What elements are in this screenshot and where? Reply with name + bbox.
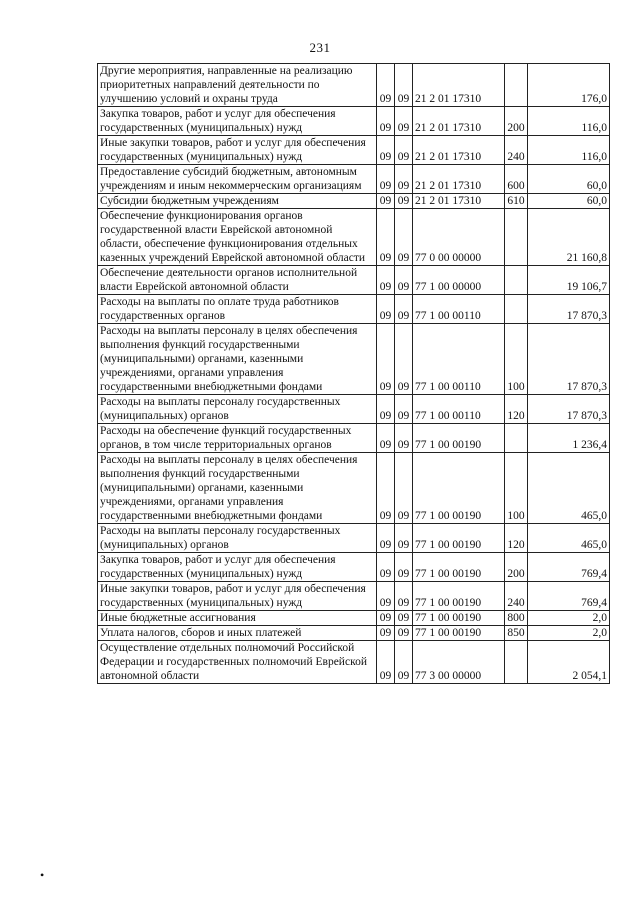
row-name-cell: Расходы на выплаты персоналу в целях обеспечения выполнения функций государственными (муниципальными) органами, казенными учреждениями, органами управления государственными внебюджетными фондами [98,453,377,524]
row-subsection-cell: 09 [395,582,413,611]
row-expense-type-cell [505,266,528,295]
row-sum-cell: 465,0 [528,524,610,553]
row-name-cell: Закупка товаров, работ и услуг для обеспечения государственных (муниципальных) нужд [98,107,377,136]
row-section-cell: 09 [377,553,395,582]
row-name-cell: Расходы на выплаты персоналу государственных (муниципальных) органов [98,395,377,424]
row-sum-cell: 60,0 [528,165,610,194]
row-expense-type-cell: 200 [505,553,528,582]
row-target-article-cell: 77 1 00 00190 [413,553,505,582]
row-target-article-cell: 21 2 01 17310 [413,165,505,194]
row-name-cell: Расходы на выплаты персоналу государственных (муниципальных) органов [98,524,377,553]
stray-mark-icon: • [40,868,45,882]
row-subsection-cell: 09 [395,524,413,553]
table-row [98,324,610,395]
table-row [98,641,610,684]
table-row [98,209,610,266]
row-target-article-cell: 77 1 00 00000 [413,266,505,295]
row-expense-type-cell [505,641,528,684]
row-sum-cell: 116,0 [528,136,610,165]
table-row [98,453,610,524]
row-section-cell: 09 [377,641,395,684]
budget-table [97,63,610,684]
row-sum-cell: 769,4 [528,553,610,582]
table-row [98,553,610,582]
row-section-cell: 09 [377,295,395,324]
table-row [98,424,610,453]
row-section-cell: 09 [377,453,395,524]
row-expense-type-cell [505,424,528,453]
row-section-cell: 09 [377,582,395,611]
row-sum-cell: 116,0 [528,107,610,136]
row-section-cell: 09 [377,165,395,194]
row-subsection-cell: 09 [395,107,413,136]
row-expense-type-cell [505,295,528,324]
row-expense-type-cell: 610 [505,194,528,209]
row-sum-cell: 769,4 [528,582,610,611]
row-section-cell: 09 [377,611,395,626]
row-subsection-cell: 09 [395,553,413,582]
row-sum-cell: 2,0 [528,611,610,626]
row-target-article-cell: 77 0 00 00000 [413,209,505,266]
table-row [98,611,610,626]
row-expense-type-cell: 100 [505,324,528,395]
row-subsection-cell: 09 [395,64,413,107]
row-sum-cell: 17 870,3 [528,324,610,395]
row-sum-cell: 17 870,3 [528,295,610,324]
row-expense-type-cell: 200 [505,107,528,136]
row-target-article-cell: 77 1 00 00190 [413,524,505,553]
table-row [98,136,610,165]
row-subsection-cell: 09 [395,266,413,295]
row-section-cell: 09 [377,64,395,107]
table-row [98,395,610,424]
row-sum-cell: 2,0 [528,626,610,641]
row-target-article-cell: 77 1 00 00110 [413,324,505,395]
row-subsection-cell: 09 [395,295,413,324]
row-target-article-cell: 77 1 00 00190 [413,611,505,626]
row-expense-type-cell: 240 [505,582,528,611]
table-row [98,107,610,136]
row-sum-cell: 1 236,4 [528,424,610,453]
table-row [98,626,610,641]
row-subsection-cell: 09 [395,194,413,209]
row-name-cell: Расходы на обеспечение функций государственных органов, в том числе территориальных органов [98,424,377,453]
row-section-cell: 09 [377,107,395,136]
row-expense-type-cell: 120 [505,395,528,424]
row-subsection-cell: 09 [395,611,413,626]
row-section-cell: 09 [377,266,395,295]
row-section-cell: 09 [377,209,395,266]
table-row [98,165,610,194]
row-section-cell: 09 [377,424,395,453]
row-subsection-cell: 09 [395,641,413,684]
table-row [98,582,610,611]
row-expense-type-cell: 100 [505,453,528,524]
row-subsection-cell: 09 [395,136,413,165]
row-sum-cell: 176,0 [528,64,610,107]
row-target-article-cell: 21 2 01 17310 [413,64,505,107]
row-target-article-cell: 21 2 01 17310 [413,136,505,165]
row-expense-type-cell: 800 [505,611,528,626]
row-subsection-cell: 09 [395,395,413,424]
row-section-cell: 09 [377,194,395,209]
table-row [98,64,610,107]
row-target-article-cell: 77 3 00 00000 [413,641,505,684]
table-row [98,194,610,209]
row-target-article-cell: 21 2 01 17310 [413,194,505,209]
row-name-cell: Другие мероприятия, направленные на реализацию приоритетных направлений деятельности по улучшению условий и охраны труда [98,64,377,107]
row-name-cell: Осуществление отдельных полномочий Российской Федерации и государственных полномочий Еврейской автономной области [98,641,377,684]
row-section-cell: 09 [377,524,395,553]
row-name-cell: Уплата налогов, сборов и иных платежей [98,626,377,641]
row-sum-cell: 465,0 [528,453,610,524]
row-subsection-cell: 09 [395,165,413,194]
row-subsection-cell: 09 [395,453,413,524]
table-row [98,524,610,553]
row-sum-cell: 17 870,3 [528,395,610,424]
row-target-article-cell: 77 1 00 00190 [413,424,505,453]
row-name-cell: Обеспечение функционирования органов государственной власти Еврейской автономной области, обеспечение функционирования отдельных казенных учреждений Еврейской автономной области [98,209,377,266]
row-section-cell: 09 [377,136,395,165]
row-subsection-cell: 09 [395,424,413,453]
row-subsection-cell: 09 [395,626,413,641]
row-name-cell: Расходы на выплаты персоналу в целях обеспечения выполнения функций государственными (муниципальными) органами, казенными учреждениями, органами управления государственными внебюджетными фондами [98,324,377,395]
row-target-article-cell: 77 1 00 00190 [413,453,505,524]
row-section-cell: 09 [377,324,395,395]
row-name-cell: Иные закупки товаров, работ и услуг для обеспечения государственных (муниципальных) нужд [98,136,377,165]
row-expense-type-cell: 850 [505,626,528,641]
row-sum-cell: 19 106,7 [528,266,610,295]
table-row [98,266,610,295]
row-name-cell: Субсидии бюджетным учреждениям [98,194,377,209]
row-sum-cell: 60,0 [528,194,610,209]
row-expense-type-cell: 120 [505,524,528,553]
row-name-cell: Обеспечение деятельности органов исполнительной власти Еврейской автономной области [98,266,377,295]
page-number: 231 [309,40,331,55]
table-row [98,295,610,324]
row-target-article-cell: 77 1 00 00110 [413,395,505,424]
row-section-cell: 09 [377,626,395,641]
row-target-article-cell: 77 1 00 00110 [413,295,505,324]
row-name-cell: Иные закупки товаров, работ и услуг для обеспечения государственных (муниципальных) нужд [98,582,377,611]
row-name-cell: Предоставление субсидий бюджетным, автономным учреждениям и иным некоммерческим организациям [98,165,377,194]
budget-table-body [98,64,610,684]
row-target-article-cell: 21 2 01 17310 [413,107,505,136]
row-subsection-cell: 09 [395,324,413,395]
row-target-article-cell: 77 1 00 00190 [413,582,505,611]
row-expense-type-cell [505,209,528,266]
row-sum-cell: 21 160,8 [528,209,610,266]
row-expense-type-cell [505,64,528,107]
row-subsection-cell: 09 [395,209,413,266]
row-target-article-cell: 77 1 00 00190 [413,626,505,641]
row-expense-type-cell: 240 [505,136,528,165]
row-sum-cell: 2 054,1 [528,641,610,684]
row-expense-type-cell: 600 [505,165,528,194]
row-name-cell: Расходы на выплаты по оплате труда работников государственных органов [98,295,377,324]
row-section-cell: 09 [377,395,395,424]
row-name-cell: Закупка товаров, работ и услуг для обеспечения государственных (муниципальных) нужд [98,553,377,582]
row-name-cell: Иные бюджетные ассигнования [98,611,377,626]
